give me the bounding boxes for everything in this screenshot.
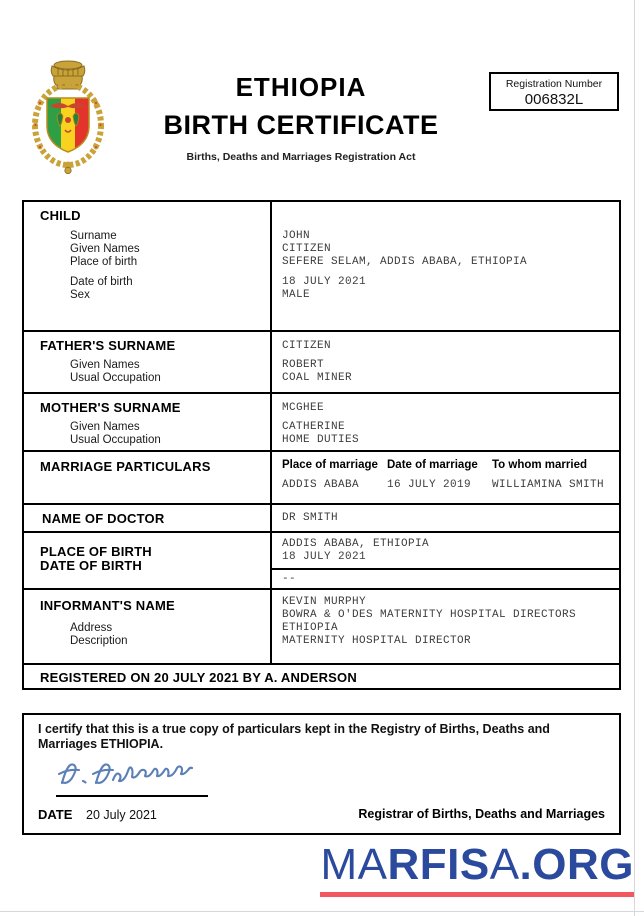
mother-values (282, 421, 359, 447)
registration-number-box (489, 72, 619, 111)
father-surname-value (282, 340, 331, 353)
section-informant-title: INFORMANT'S NAME (40, 598, 175, 613)
field-label: Sex (70, 289, 90, 301)
field-label: Usual Occupation (70, 372, 161, 384)
field-value: MATERNITY HOSPITAL DIRECTOR (282, 635, 472, 647)
field-value: ADDIS ABABA (282, 479, 360, 491)
registrar-signature-icon (52, 753, 222, 793)
child-labels-group1 (70, 230, 140, 269)
logo-segment: RFIS (387, 840, 490, 889)
marriage-col-value (282, 479, 359, 492)
field-value: 18 JULY 2021 (282, 551, 367, 563)
field-label: Description (70, 635, 128, 647)
section-marriage (24, 450, 619, 503)
field-value: MALE (282, 289, 311, 301)
date-label: DATE (38, 807, 73, 822)
section-birth (24, 531, 619, 588)
logo-underline (320, 892, 634, 897)
field-value: ETHIOPIA (282, 622, 339, 634)
logo-segment: MA (320, 840, 388, 889)
child-values-group2 (282, 276, 366, 302)
section-informant (24, 588, 619, 663)
section-doctor (24, 503, 619, 531)
birth-title-line: DATE OF BIRTH (40, 558, 143, 573)
field-label: Date of birth (70, 276, 133, 288)
document-title: BIRTH CERTIFICATE (163, 110, 439, 140)
section-mother-title: MOTHER'S SURNAME (40, 400, 181, 415)
certification-statement: I certify that this is a true copy of particulars kept in the Registry of Births, Deaths and Marriages ETHIOPIA. (38, 722, 550, 751)
registration-number-value: 006832L (524, 91, 584, 108)
section-mother (24, 392, 619, 450)
field-value: HOME DUTIES (282, 434, 360, 446)
birth-sub-divider (272, 568, 619, 570)
field-value: -- (282, 573, 297, 585)
marriage-col-header: Date of marriage (387, 459, 478, 471)
field-label: Given Names (70, 421, 140, 433)
field-value: KEVIN MURPHY (282, 596, 367, 608)
field-value: CITIZEN (282, 243, 332, 255)
father-values (282, 359, 352, 385)
field-value: WILLIAMINA SMITH (492, 479, 605, 491)
field-value: COAL MINER (282, 372, 353, 384)
section-registered (24, 663, 619, 688)
doctor-value (282, 512, 338, 525)
field-value: ADDIS ABABA, ETHIOPIA (282, 538, 430, 550)
logo-segment: A (489, 840, 520, 889)
field-value: BOWRA & O'DES MATERNITY HOSPITAL DIRECTORS (282, 609, 577, 621)
father-labels (70, 359, 161, 385)
ethiopia-coat-of-arms-icon (30, 58, 106, 174)
section-birth-title (40, 545, 152, 573)
registrar-title: Registrar of Births, Deaths and Marriages (358, 807, 605, 821)
informant-labels (70, 622, 128, 648)
field-value: 18 JULY 2021 (282, 276, 367, 288)
informant-values (282, 596, 576, 648)
field-value: MCGHEE (282, 402, 325, 414)
registration-number-label: Registration Number (505, 78, 603, 90)
field-value: 16 JULY 2019 (387, 479, 472, 491)
marfisa-logo (320, 840, 634, 897)
field-label: Address (70, 622, 113, 634)
scan-edge-right (634, 0, 635, 916)
scan-edge-bottom (0, 911, 644, 912)
section-marriage-title: MARRIAGE PARTICULARS (40, 459, 211, 474)
field-label: Usual Occupation (70, 434, 161, 446)
section-father (24, 330, 619, 392)
registered-text: REGISTERED ON 20 JULY 2021 BY A. ANDERSON (40, 670, 357, 685)
field-value: CATHERINE (282, 421, 346, 433)
marfisa-logo-text (320, 840, 634, 889)
logo-segment: .ORG (519, 840, 634, 889)
child-labels-group2 (70, 276, 133, 302)
child-values-group1 (282, 230, 527, 269)
field-label: Surname (70, 230, 117, 242)
field-value: DR SMITH (282, 512, 339, 524)
birth-note (282, 573, 296, 586)
field-value: ROBERT (282, 359, 325, 371)
section-father-title: FATHER'S SURNAME (40, 338, 176, 353)
country-title: ETHIOPIA (235, 72, 367, 102)
certification-box (22, 713, 621, 835)
field-label: Given Names (70, 359, 140, 371)
marriage-col-value (387, 479, 471, 492)
mother-labels (70, 421, 161, 447)
section-child (24, 202, 619, 330)
field-label: Place of birth (70, 256, 138, 268)
marriage-col-header: To whom married (492, 459, 587, 471)
field-label: Given Names (70, 243, 140, 255)
section-child-title: CHILD (40, 208, 81, 223)
mother-surname-value (282, 402, 324, 415)
certification-date-row (38, 807, 605, 825)
field-value: SEFERE SELAM, ADDIS ABABA, ETHIOPIA (282, 256, 528, 268)
birth-values (282, 538, 429, 564)
date-value: 20 July 2021 (86, 807, 157, 822)
act-subtitle: Births, Deaths and Marriages Registration Act (186, 151, 416, 163)
marriage-col-value (492, 479, 604, 492)
birth-title-line: PLACE OF BIRTH (40, 544, 152, 559)
section-doctor-title: NAME OF DOCTOR (42, 511, 165, 526)
signature-underline (56, 795, 208, 797)
field-value: CITIZEN (282, 340, 332, 352)
certificate-table (22, 200, 621, 690)
marriage-col-header: Place of marriage (282, 459, 378, 471)
field-value: JOHN (282, 230, 311, 242)
